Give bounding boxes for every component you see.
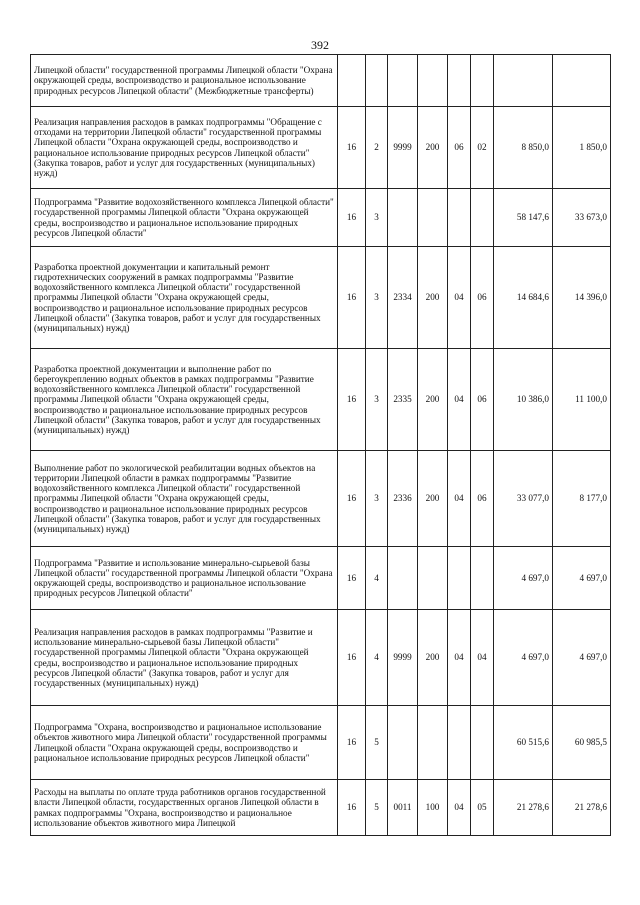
table-row xyxy=(31,706,611,780)
row-pr-cell xyxy=(471,547,494,610)
row-pr-cell xyxy=(471,189,494,247)
page-number: 392 xyxy=(311,38,329,52)
row-sum-2023-cell: 33 077,0 xyxy=(494,451,553,547)
row-gr-cell xyxy=(338,55,366,107)
row-sum-2024-cell: 14 396,0 xyxy=(553,247,611,349)
row-sum-2024-cell: 4 697,0 xyxy=(553,610,611,706)
row-sum-2023-cell: 4 697,0 xyxy=(494,610,553,706)
row-sum-2023-cell: 60 515,6 xyxy=(494,706,553,780)
row-rz-cell xyxy=(448,55,471,107)
row-sub-cell: 2 xyxy=(366,107,388,189)
budget-table xyxy=(30,54,611,836)
row-name-cell: Подпрограмма "Развитие и использование минерально-сырьевой базы Липецкой области" государственной программы Липецкой области "Охрана окружающей среды, воспроизводство и рациональное использование природных ресурсов Липецкой области" xyxy=(31,547,338,610)
table-row xyxy=(31,780,611,836)
row-dir-cell: 9999 xyxy=(388,610,418,706)
row-sum-2023-cell: 4 697,0 xyxy=(494,547,553,610)
row-vr-cell xyxy=(418,547,448,610)
row-vr-cell: 200 xyxy=(418,107,448,189)
row-vr-cell xyxy=(418,189,448,247)
row-vr-cell: 200 xyxy=(418,349,448,451)
row-sum-2023-cell xyxy=(494,55,553,107)
table-row xyxy=(31,107,611,189)
row-rz-cell: 04 xyxy=(448,247,471,349)
row-dir-cell: 0011 xyxy=(388,780,418,836)
row-name-cell: Разработка проектной документации и выполнение работ по берегоукреплению водных объектов в рамках подпрограммы "Развитие водохозяйственного комплекса Липецкой области" государственной программы Липецкой области "Охрана окружающей среды, воспроизводство и рациональное использование природных ресурсов Липецкой области" (Закупка товаров, работ и услуг для государственных (муниципальных) нужд) xyxy=(31,349,338,451)
row-vr-cell: 200 xyxy=(418,247,448,349)
table-row xyxy=(31,610,611,706)
row-gr-cell: 16 xyxy=(338,610,366,706)
row-name-cell: Подпрограмма "Развитие водохозяйственного комплекса Липецкой области" государственной программы Липецкой области "Охрана окружающей среды, воспроизводство и рациональное использование природных ресурсов Липецкой области" xyxy=(31,189,338,247)
row-sub-cell: 5 xyxy=(366,706,388,780)
row-rz-cell xyxy=(448,706,471,780)
table-row xyxy=(31,451,611,547)
row-dir-cell xyxy=(388,547,418,610)
row-name-cell: Подпрограмма "Охрана, воспроизводство и рациональное использование объектов животного мира Липецкой области" государственной программы Липецкой области "Охрана окружающей среды, воспроизводство и рациональное использование природных ресурсов Липецкой области" xyxy=(31,706,338,780)
row-sum-2024-cell: 4 697,0 xyxy=(553,547,611,610)
row-name-cell: Разработка проектной документации и капитальный ремонт гидротехнических сооружений в рамках подпрограммы "Развитие водохозяйственного комплекса Липецкой области" государственной программы Липецкой области "Охрана окружающей среды, воспроизводство и рациональное использование природных ресурсов Липецкой области" (Закупка товаров, работ и услуг для государственных (муниципальных) нужд) xyxy=(31,247,338,349)
row-rz-cell: 04 xyxy=(448,349,471,451)
row-gr-cell: 16 xyxy=(338,107,366,189)
row-vr-cell xyxy=(418,55,448,107)
row-vr-cell: 100 xyxy=(418,780,448,836)
row-sub-cell: 3 xyxy=(366,349,388,451)
row-rz-cell: 06 xyxy=(448,107,471,189)
row-pr-cell: 06 xyxy=(471,349,494,451)
row-dir-cell xyxy=(388,55,418,107)
row-sum-2024-cell: 11 100,0 xyxy=(553,349,611,451)
row-name-cell: Расходы на выплаты по оплате труда работников органов государственной власти Липецкой области, государственных органов Липецкой области в рамках подпрограммы "Охрана, воспроизводство и рациональное использование объектов животного мира Липецкой xyxy=(31,780,338,836)
row-sum-2023-cell: 8 850,0 xyxy=(494,107,553,189)
row-dir-cell: 2335 xyxy=(388,349,418,451)
row-sum-2023-cell: 58 147,6 xyxy=(494,189,553,247)
row-sum-2024-cell: 21 278,6 xyxy=(553,780,611,836)
row-name-cell: Реализация направления расходов в рамках подпрограммы "Обращение с отходами на территории Липецкой области" государственной программы Липецкой области "Охрана окружающей среды, воспроизводство и рациональное использование природных ресурсов Липецкой области" (Закупка товаров, работ и услуг для государственных (муниципальных) нужд) xyxy=(31,107,338,189)
row-rz-cell: 04 xyxy=(448,451,471,547)
table-row xyxy=(31,55,611,107)
table-row xyxy=(31,189,611,247)
row-rz-cell xyxy=(448,547,471,610)
row-rz-cell: 04 xyxy=(448,780,471,836)
row-sum-2023-cell: 21 278,6 xyxy=(494,780,553,836)
row-gr-cell: 16 xyxy=(338,780,366,836)
row-sum-2023-cell: 14 684,6 xyxy=(494,247,553,349)
row-dir-cell: 2334 xyxy=(388,247,418,349)
row-name-cell: Реализация направления расходов в рамках подпрограммы "Развитие и использование минерально-сырьевой базы Липецкой области" государственной программы Липецкой области "Охрана окружающей среды, воспроизводство и рациональное использование природных ресурсов Липецкой области" (Закупка товаров, работ и услуг для государственных (муниципальных) нужд) xyxy=(31,610,338,706)
row-sub-cell: 4 xyxy=(366,547,388,610)
row-sub-cell: 3 xyxy=(366,247,388,349)
table-row xyxy=(31,547,611,610)
row-dir-cell xyxy=(388,706,418,780)
row-dir-cell: 9999 xyxy=(388,107,418,189)
row-gr-cell: 16 xyxy=(338,547,366,610)
row-vr-cell: 200 xyxy=(418,451,448,547)
row-vr-cell xyxy=(418,706,448,780)
row-pr-cell xyxy=(471,706,494,780)
row-pr-cell: 06 xyxy=(471,451,494,547)
row-sub-cell: 3 xyxy=(366,451,388,547)
row-sub-cell: 4 xyxy=(366,610,388,706)
row-gr-cell: 16 xyxy=(338,349,366,451)
row-gr-cell: 16 xyxy=(338,451,366,547)
table-row xyxy=(31,247,611,349)
row-name-cell: Липецкой области" государственной программы Липецкой области "Охрана окружающей среды, воспроизводство и рациональное использование природных ресурсов Липецкой области" (Межбюджетные трансферты) xyxy=(31,55,338,107)
row-pr-cell: 02 xyxy=(471,107,494,189)
row-gr-cell: 16 xyxy=(338,706,366,780)
row-sum-2023-cell: 10 386,0 xyxy=(494,349,553,451)
row-pr-cell xyxy=(471,55,494,107)
row-pr-cell: 06 xyxy=(471,247,494,349)
row-dir-cell xyxy=(388,189,418,247)
row-pr-cell: 05 xyxy=(471,780,494,836)
row-dir-cell: 2336 xyxy=(388,451,418,547)
row-rz-cell: 04 xyxy=(448,610,471,706)
row-sub-cell xyxy=(366,55,388,107)
row-sum-2024-cell: 1 850,0 xyxy=(553,107,611,189)
table-row xyxy=(31,349,611,451)
row-sum-2024-cell: 33 673,0 xyxy=(553,189,611,247)
row-sub-cell: 5 xyxy=(366,780,388,836)
row-gr-cell: 16 xyxy=(338,247,366,349)
row-vr-cell: 200 xyxy=(418,610,448,706)
row-name-cell: Выполнение работ по экологической реабилитации водных объектов на территории Липецкой области в рамках подпрограммы "Развитие водохозяйственного комплекса Липецкой области" государственной программы Липецкой области "Охрана окружающей среды, воспроизводство и рациональное использование природных ресурсов Липецкой области" (Закупка товаров, работ и услуг для государственных (муниципальных) нужд) xyxy=(31,451,338,547)
row-pr-cell: 04 xyxy=(471,610,494,706)
row-gr-cell: 16 xyxy=(338,189,366,247)
row-rz-cell xyxy=(448,189,471,247)
row-sum-2024-cell: 60 985,5 xyxy=(553,706,611,780)
row-sum-2024-cell: 8 177,0 xyxy=(553,451,611,547)
row-sum-2024-cell xyxy=(553,55,611,107)
row-sub-cell: 3 xyxy=(366,189,388,247)
